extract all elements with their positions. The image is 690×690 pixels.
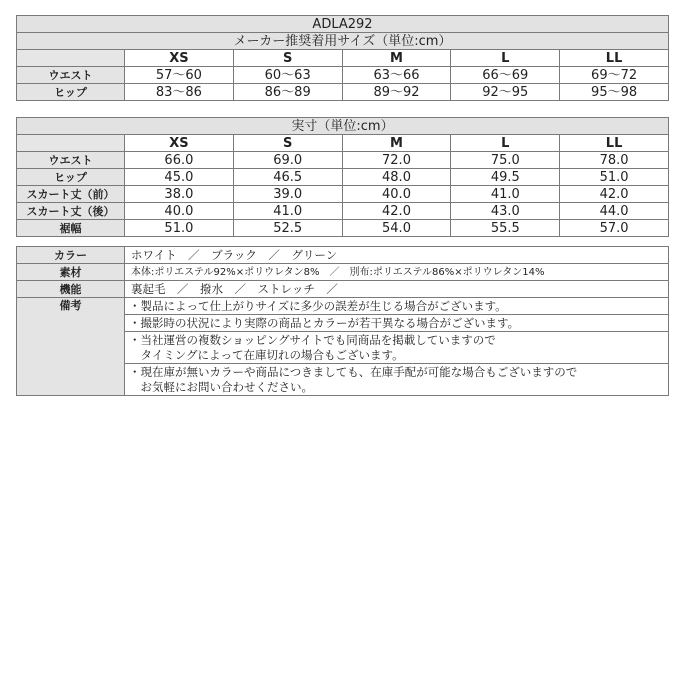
note-item [125,298,669,315]
table-row [17,186,669,203]
value-cell: 78.0 [560,152,669,169]
value-cell: 57～60 [125,67,234,84]
table-row [17,220,669,237]
value-cell: 46.5 [233,169,342,186]
value-cell: 39.0 [233,186,342,203]
value-cell: 41.0 [233,203,342,220]
row-label-hip: ヒップ [17,169,125,186]
size-header-ll: LL [560,50,669,67]
value-cell: 60～63 [233,67,342,84]
value-cell: 42.0 [560,186,669,203]
recommended-size-table [16,15,669,101]
value-cell: 40.0 [125,203,234,220]
note-line: ・当社運営の複数ショッピングサイトでも同商品を掲載していますので [129,332,496,347]
value-cell: 86～89 [233,84,342,101]
value-cell: 48.0 [342,169,451,186]
row-label-skirt-back: スカート丈（後） [17,203,125,220]
value-cell: 92～95 [451,84,560,101]
row-label-waist: ウエスト [17,67,125,84]
size-header-xs: XS [125,50,234,67]
value-cell: 54.0 [342,220,451,237]
note-item [125,364,669,396]
size-header-l: L [451,135,560,152]
row-label-waist: ウエスト [17,152,125,169]
material-label: 素材 [17,264,125,281]
header-blank-cell [17,50,125,67]
value-cell: 43.0 [451,203,560,220]
table-row [17,169,669,186]
row-label-hip: ヒップ [17,84,125,101]
size-header-s: S [233,135,342,152]
table-row [17,203,669,220]
value-cell: 66～69 [451,67,560,84]
function-row [17,281,669,298]
actual-size-table [16,117,669,237]
row-label-skirt-front: スカート丈（前） [17,186,125,203]
row-label-hem-width: 裾幅 [17,220,125,237]
size-header-l: L [451,50,560,67]
notes-label: 備考 [17,298,125,396]
value-cell: 49.5 [451,169,560,186]
color-label: カラー [17,247,125,264]
recommended-size-title: メーカー推奨着用サイズ（単位:cm） [17,33,669,50]
size-header-row [17,50,669,67]
note-line: お気軽にお問い合わせください。 [129,379,313,394]
size-header-m: M [342,135,451,152]
product-info-table [16,246,669,396]
color-value: ホワイト ／ ブラック ／ グリーン [125,247,669,264]
size-header-row [17,135,669,152]
size-header-ll: LL [560,135,669,152]
model-number: ADLA292 [17,16,669,33]
note-line: ・撮影時の状況により実際の商品とカラーが若干異なる場合がございます。 [129,315,520,330]
material-value: 本体:ポリエステル92%×ポリウレタン8% ／ 別布:ポリエステル86%×ポリウレタン14% [125,264,669,281]
value-cell: 42.0 [342,203,451,220]
value-cell: 40.0 [342,186,451,203]
table-row [17,84,669,101]
value-cell: 75.0 [451,152,560,169]
note-item [125,315,669,332]
value-cell: 41.0 [451,186,560,203]
color-row [17,247,669,264]
value-cell: 38.0 [125,186,234,203]
value-cell: 51.0 [560,169,669,186]
note-line: ・製品によって仕上がりサイズに多少の誤差が生じる場合がございます。 [129,298,507,313]
value-cell: 44.0 [560,203,669,220]
note-line: ・現在庫が無いカラーや商品につきましても、在庫手配が可能な場合もございますので [129,364,578,379]
value-cell: 51.0 [125,220,234,237]
value-cell: 83～86 [125,84,234,101]
value-cell: 69～72 [560,67,669,84]
material-row [17,264,669,281]
value-cell: 69.0 [233,152,342,169]
table-row [17,67,669,84]
value-cell: 66.0 [125,152,234,169]
function-label: 機能 [17,281,125,298]
value-cell: 89～92 [342,84,451,101]
value-cell: 52.5 [233,220,342,237]
size-header-xs: XS [125,135,234,152]
value-cell: 95～98 [560,84,669,101]
table-row [17,152,669,169]
note-item [125,332,669,364]
note-line: タイミングによって在庫切れの場合もございます。 [129,347,404,362]
value-cell: 57.0 [560,220,669,237]
value-cell: 63～66 [342,67,451,84]
value-cell: 72.0 [342,152,451,169]
function-value: 裏起毛 ／ 撥水 ／ ストレッチ ／ [125,281,669,298]
header-blank-cell [17,135,125,152]
value-cell: 45.0 [125,169,234,186]
size-header-s: S [233,50,342,67]
value-cell: 55.5 [451,220,560,237]
note-row [17,298,669,315]
size-header-m: M [342,50,451,67]
actual-size-title: 実寸（単位:cm） [17,118,669,135]
